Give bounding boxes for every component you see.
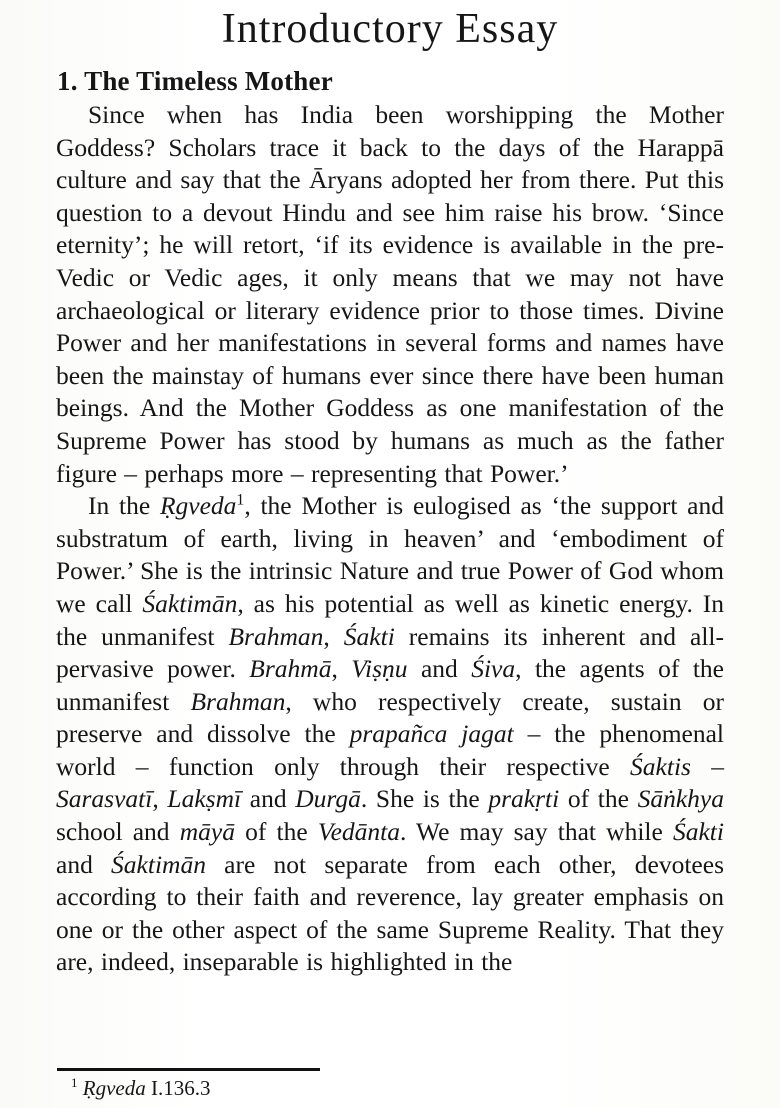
paragraph-1: Since when has India been worshipping the Mother Goddess? Scholars trace it back to the days of the Harappā culture and say that the Āryans adopted her from there. Put this question to a devout Hindu and see him raise his brow. ‘Since eternity’; he will retort, ‘if its evidence is available in the pre-Vedic or Vedic ages, it only means that we may not have archaeological or literary evidence prior to those times. Divine Power and her manifestations in several forms and names have been the mainstay of humans ever since there have been human beings. And the Mother Goddess as one manifestation of the Supreme Power has stood by humans as much as the father figure – perhaps more – representing that Power.’	[56, 100, 724, 488]
page-title: Introductory Essay	[221, 6, 559, 52]
footnote	[57, 1068, 320, 1101]
footnote-rule	[57, 1068, 320, 1071]
paragraph-2: In the Ṛgveda$^1$, the Mother is eulogised as ‘the support and substratum of earth, living in heaven’ and ‘embodiment of Power.’ She is the intrinsic Nature and true Power of God whom we call Śaktimān, as his potential as well as kinetic energy. In the unmanifest Brahman, Śakti remains its inherent and all-pervasive power. Brahmā, Viṣṇu and Śiva, the agents of the unmanifest Brahman, who respectively create, sustain or preserve and dissolve the prapañca jagat – the phenomenal world – function only through their respective Śaktis – Sarasvatī, Lakṣmī and Durgā. She is the prakṛti of the Sāṅkhya school and māyā of the Vedānta. We may say that while Śakti and Śaktimān are not separate from each other, devotees according to their faith and reverence, lay greater emphasis on one or the other aspect of the same Supreme Reality. That they are, indeed, inseparable is highlighted in the	[56, 491, 725, 977]
section-heading: 1. The Timeless Mother	[57, 66, 333, 97]
footnote-text: $^1$ Ṛgveda I.136.3	[71, 1074, 211, 1100]
body-text	[0, 99, 780, 1062]
